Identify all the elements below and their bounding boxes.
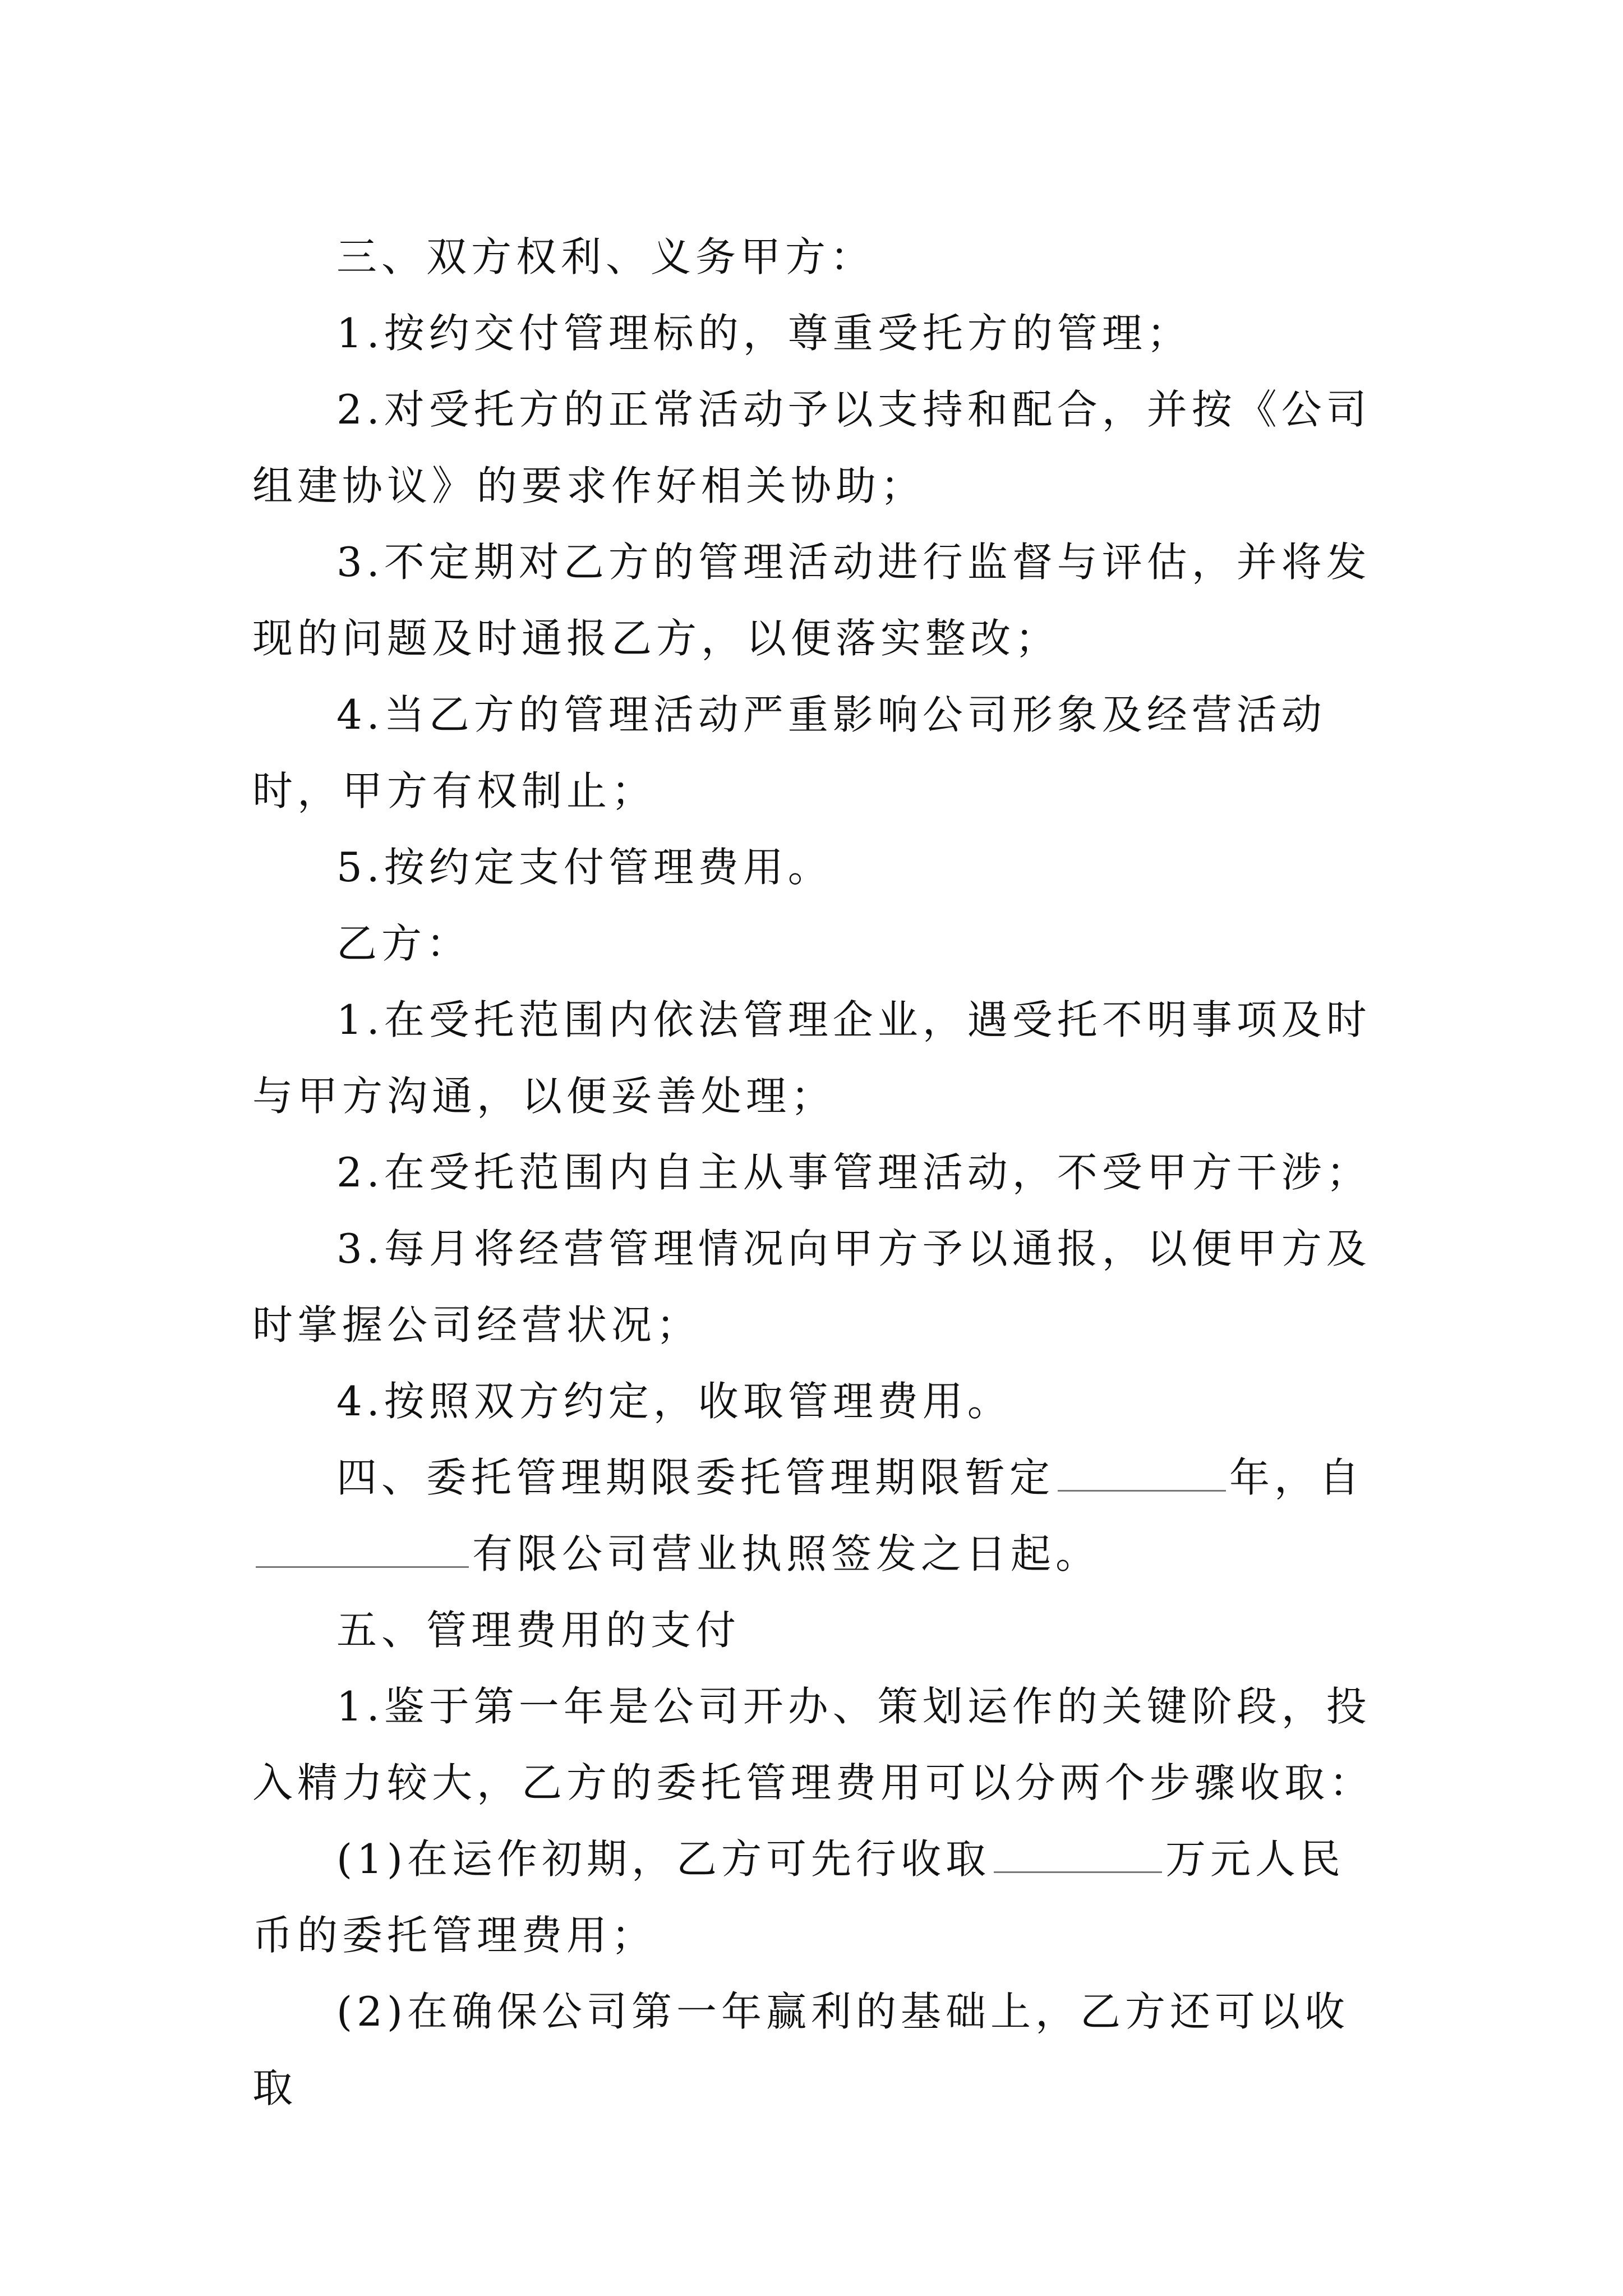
paragraph-party-a-item-2: 2.对受托方的正常活动予以支持和配合，并按《公司组建协议》的要求作好相关协助； [252, 386, 1371, 509]
paragraph-party-b-item-2: 2.在受托范围内自主从事管理活动，不受甲方干涉； [336, 1149, 1371, 1196]
paragraph-section-three-heading: 三、双方权利、义务甲方： [336, 233, 875, 280]
fee-amount-blank [994, 1832, 1162, 1873]
fee-subitem-1-part-1: (1)在运作初期，乙方可先行收取 [336, 1835, 990, 1883]
paragraph-party-a-item-5: 5.按约定支付管理费用。 [336, 844, 833, 891]
paragraph-fee-subitem-1 [252, 1821, 1385, 1973]
paragraph-section-five-heading: 五、管理费用的支付 [336, 1607, 741, 1654]
paragraph-fee-item-1: 1.鉴于第一年是公司开办、策划运作的关键阶段，投入精力较大，乙方的委托管理费用可以分两个步骤收取： [252, 1683, 1375, 1806]
term-text-part-3: 有限公司营业执照签发之日起。 [472, 1530, 1101, 1577]
paragraph-section-four-term [252, 1439, 1385, 1592]
document-body [252, 219, 1385, 2126]
term-years-blank [1058, 1451, 1226, 1492]
paragraph-fee-subitem-2: (2)在确保公司第一年赢利的基础上，乙方还可以收取 [252, 1988, 1349, 2111]
paragraph-party-b-item-1: 1.在受托范围内依法管理企业，遇受托不明事项及时与甲方沟通，以便妥善处理； [252, 996, 1371, 1120]
term-text-part-2: 年，自 [1229, 1454, 1364, 1501]
term-text-part-1: 四、委托管理期限委托管理期限暂定 [336, 1454, 1055, 1501]
paragraph-party-a-item-3: 3.不定期对乙方的管理活动进行监督与评估，并将发现的问题及时通报乙方，以便落实整改； [252, 539, 1371, 662]
paragraph-party-a-item-4: 4.当乙方的管理活动严重影响公司形象及经营活动时，甲方有权制止； [252, 691, 1326, 815]
company-name-blank [256, 1527, 469, 1568]
paragraph-party-b-item-4: 4.按照双方约定，收取管理费用。 [336, 1378, 1012, 1425]
paragraph-party-a-item-1: 1.按约交付管理标的，尊重受托方的管理； [336, 310, 1192, 357]
paragraph-party-b-item-3: 3.每月将经营管理情况向甲方予以通报，以便甲方及时掌握公司经营状况； [252, 1225, 1371, 1349]
fee-subitem-1-part-2: 万元人民币的委托管理费用； [252, 1835, 1345, 1959]
paragraph-party-b-heading: 乙方： [336, 920, 472, 967]
